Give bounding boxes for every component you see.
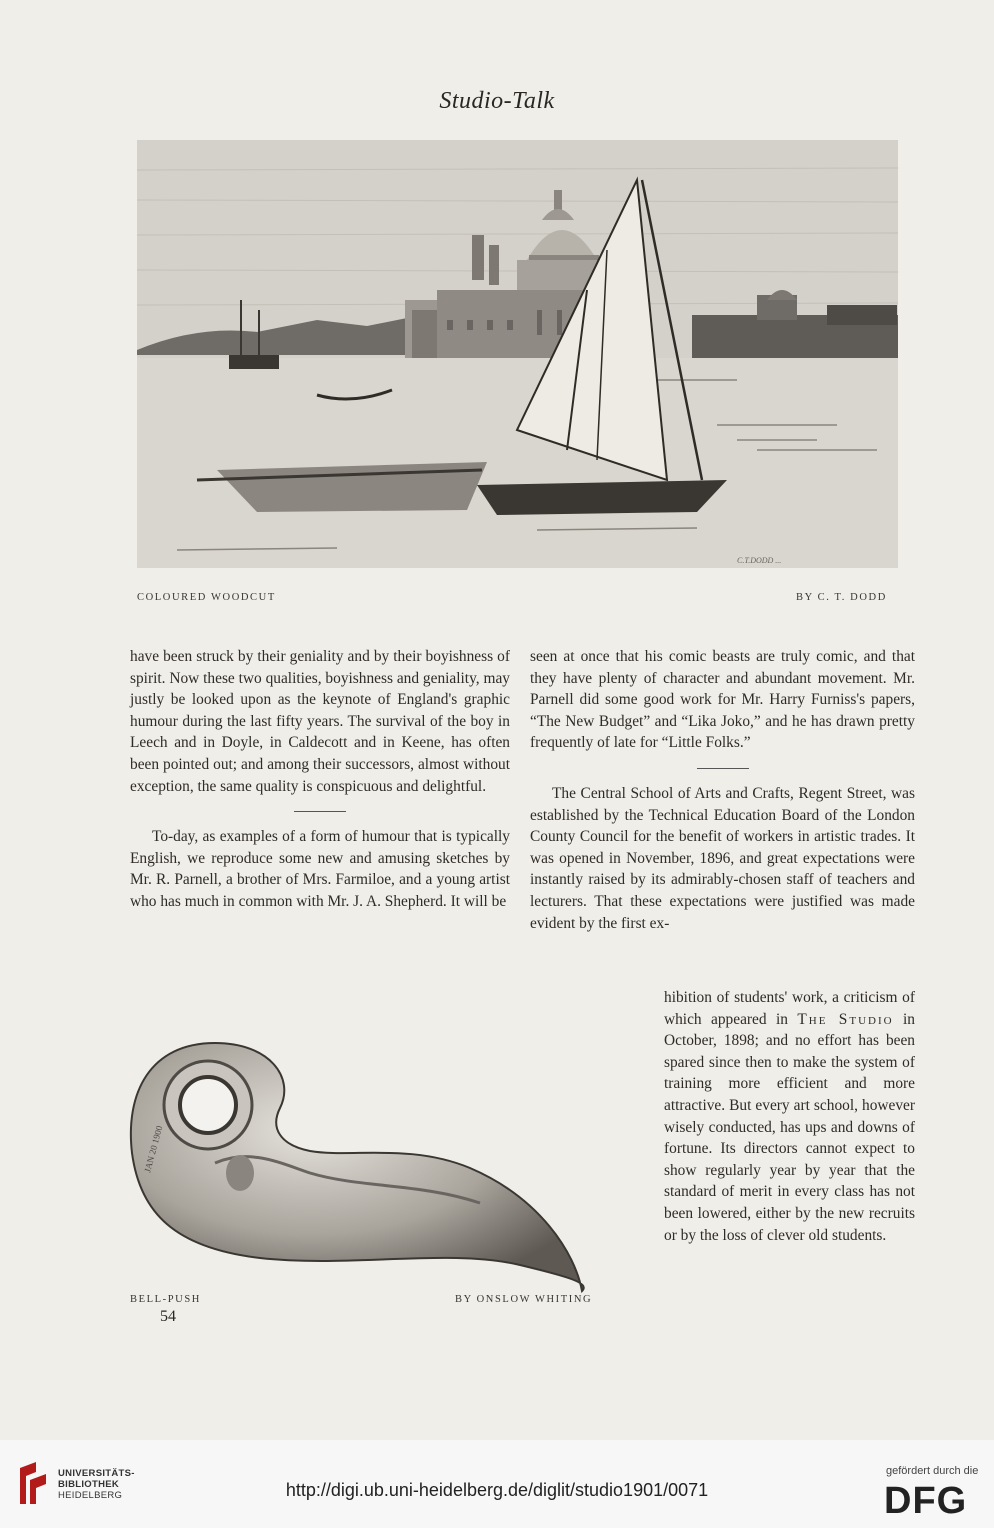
studio-title: The Studio	[797, 1010, 894, 1028]
plate-signature: C.T.DODD ...	[737, 556, 782, 565]
right-paragraph-2-cont-b: in October, 1898; and no effort has been spared since then to make the system of training more efficient and more attractive. But every art school, however wisely conducted, has ups and downs of fortune. Its directors cannot expect to show regularly year by year that the standard of merit in every class has not been lowered, either by the new recruits or by the loss of clever old students.	[664, 1010, 915, 1244]
left-column	[130, 646, 510, 913]
page-number: 54	[160, 1308, 176, 1325]
footer-bar	[0, 1440, 994, 1528]
right-paragraph-2: The Central School of Arts and Crafts, Regent Street, was established by the Technical Education Board of the London County Council for the benefit of workers in artistic trades. It was opened in November, 1896, and great expectations were instantly raised by its admirably-chosen staff of teachers and lecturers. That these expectations were justified was made evident by the first ex-	[530, 784, 915, 932]
right-paragraph-2-cont-a: hibition of students' work, a criticism of which appeared in	[664, 989, 915, 1028]
bell-push-engraving: JAN 20 1900	[142, 1124, 165, 1174]
library-name: UNIVERSITÄTS- BIBLIOTHEK HEIDELBERG	[58, 1468, 135, 1501]
plate-caption-right: BY C. T. DODD	[796, 592, 887, 603]
bell-push-illustration	[120, 1033, 600, 1293]
plate-caption-left: COLOURED WOODCUT	[137, 592, 276, 603]
running-head: Studio-Talk	[439, 88, 555, 114]
venice-woodcut-illustration	[137, 140, 898, 568]
dfg-logo: DFG	[884, 1480, 968, 1522]
digital-library-url[interactable]: http://digi.ub.uni-heidelberg.de/diglit/studio1901/0071	[285, 1480, 709, 1500]
right-paragraph-1: seen at once that his comic beasts are truly comic, and that they have plenty of character and abundant movement. Mr. Parnell did some good work for Mr. Harry Furniss's papers, “The New Budget” and “Lika Joko,” and he has drawn pretty frequently of late for “Little Folks.”	[530, 648, 915, 752]
left-paragraph-2: To-day, as examples of a form of humour that is typically English, we reproduce some new and amusing sketches by Mr. R. Parnell, a brother of Mrs. Farmiloe, and a young artist who has much in common with Mr. J. A. Shepherd. It will be	[130, 828, 510, 910]
bell-push-caption-right: BY ONSLOW WHITING	[455, 1294, 593, 1305]
right-column	[530, 646, 915, 934]
section-divider	[697, 768, 749, 769]
funding-label: gefördert durch die	[886, 1465, 979, 1477]
section-divider	[294, 811, 346, 812]
bell-push-caption-left: BELL-PUSH	[130, 1294, 201, 1305]
left-paragraph-1: have been struck by their geniality and by their boyishness of spirit. Now these two qualities, boyishness and geniality, may justly be looked upon as the keynote of England's graphic humour during the last fifty years. The survival of the boy in Leech and in Doyle, in Caldecott and in Keene, has often been pointed out; and among their successors, almost without exception, the same quality is conspicuous and delightful.	[130, 648, 510, 795]
right-column-narrow	[664, 987, 915, 1246]
